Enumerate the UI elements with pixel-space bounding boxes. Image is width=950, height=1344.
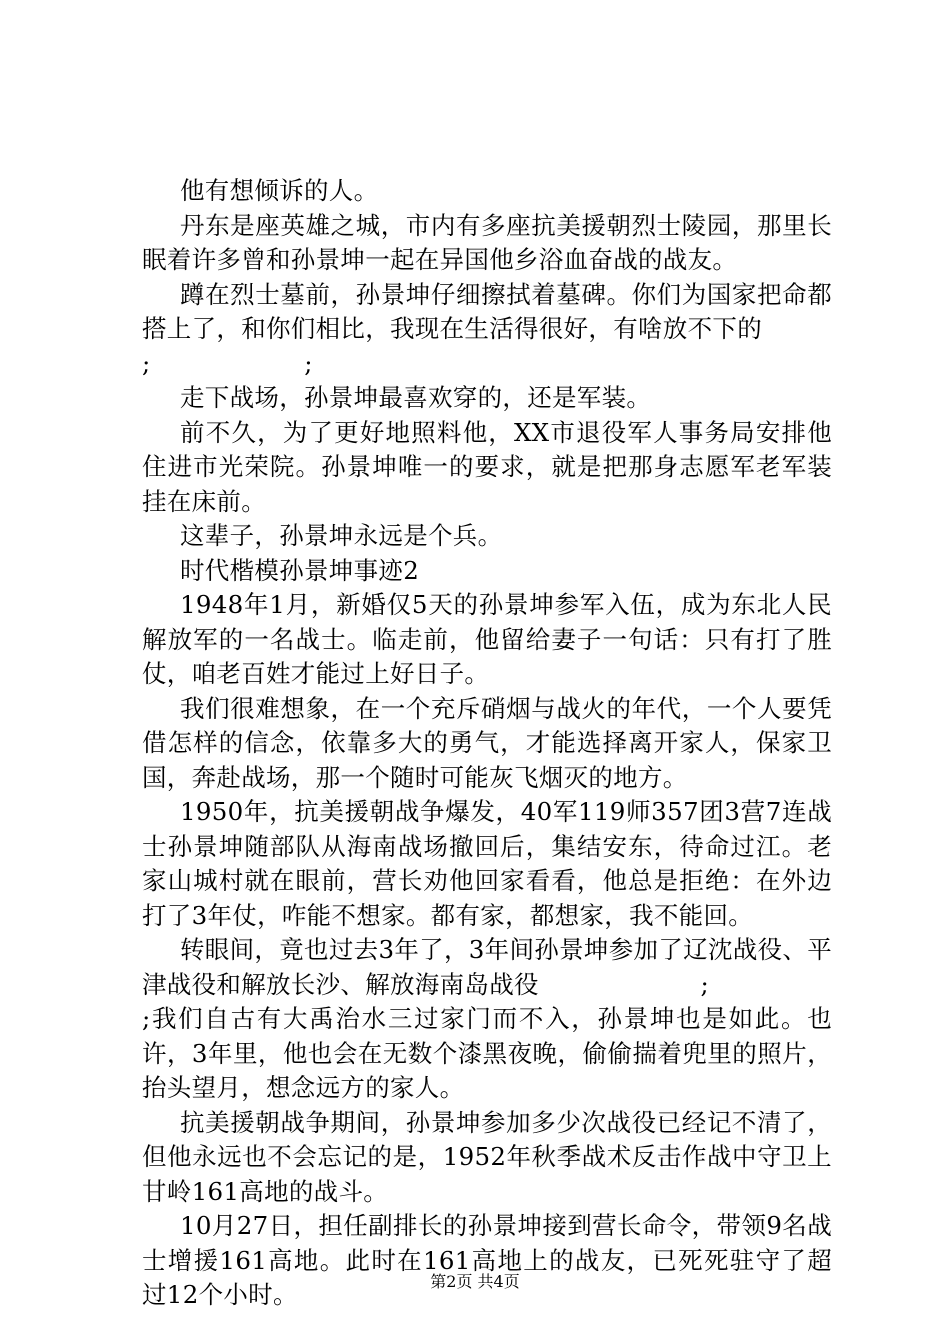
paragraph: 转眼间，竟也过去3年了，3年间孙景坤参加了辽沈战役、平津战役和解放长沙、解放海南岛战役 ; (142, 935, 832, 999)
paragraph: ;我们自古有大禹治水三过家门而不入，孙景坤也是如此。也许，3年里，他也会在无数个漆黑夜晚，偷偷揣着兜里的照片，抬头望月，想念远方的家人。 (142, 1004, 832, 1102)
paragraph: 走下战场，孙景坤最喜欢穿的，还是军装。 (180, 383, 652, 412)
paragraph: 他有想倾诉的人。 (180, 176, 379, 205)
page-number-footer: 第2页 共4页 (430, 1272, 520, 1291)
paragraph: 前不久，为了更好地照料他，XX市退役军人事务局安排他住进市光荣院。孙景坤唯一的要求，就是把那身志愿军老军装挂在床前。 (142, 417, 832, 516)
paragraph: 这辈子，孙景坤永远是个兵。 (180, 521, 503, 550)
document-body (142, 174, 832, 1313)
paragraph: 蹲在烈士墓前，孙景坤仔细擦拭着墓碑。你们为国家把命都搭上了，和你们相比，我现在生活得很好，有啥放不下的 (142, 279, 832, 343)
paragraph: 1950年，抗美援朝战争爆发，40军119师357团3营7连战士孙景坤随部队从海南战场撤回后，集结安东，待命过江。老家山城村就在眼前，营长劝他回家看看，他总是拒绝：在外边打了3年仗，咋能不想家。都有家，都想家，我不能回。 (142, 797, 832, 930)
paragraph: 1948年1月，新婚仅5天的孙景坤参军入伍，成为东北人民解放军的一名战士。临走前，他留给妻子一句话：只有打了胜仗，咱老百姓才能过上好日子。 (142, 590, 832, 688)
paragraph: 丹东是座英雄之城，市内有多座抗美援朝烈士陵园，那里长眠着许多曾和孙景坤一起在异国他乡浴血奋战的战友。 (142, 210, 832, 274)
paragraph: ; ; (142, 348, 313, 378)
section-heading: 时代楷模孙景坤事迹2 (180, 555, 420, 585)
paragraph: 10月27日，担任副排长的孙景坤接到营长命令，带领9名战士增援161高地。此时在161高地上的战友，已死死驻守了超过12个小时。 (142, 1211, 832, 1309)
paragraph: 抗美援朝战争期间，孙景坤参加多少次战役已经记不清了，但他永远也不会忘记的是，1952年秋季战术反击作战中守卫上甘岭161高地的战斗。 (142, 1107, 832, 1206)
paragraph: 我们很难想象，在一个充斥硝烟与战火的年代，一个人要凭借怎样的信念，依靠多大的勇气，才能选择离开家人，保家卫国，奔赴战场，那一个随时可能灰飞烟灭的地方。 (142, 693, 832, 792)
